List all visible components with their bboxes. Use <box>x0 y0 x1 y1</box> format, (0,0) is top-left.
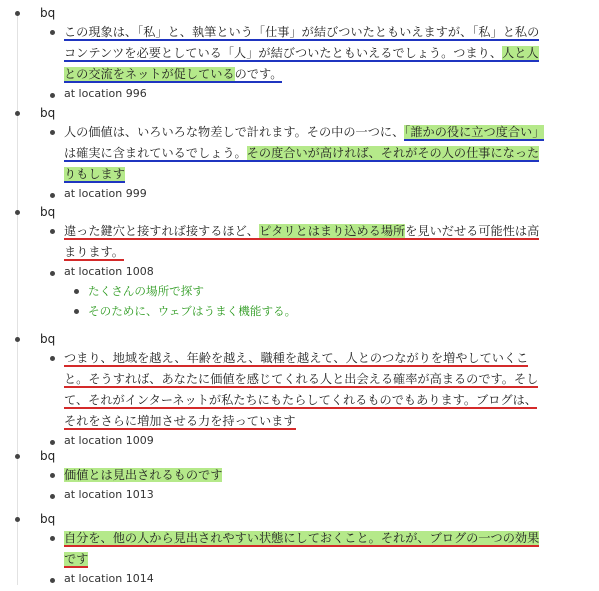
quote-text <box>64 348 549 432</box>
bq-header <box>40 203 549 221</box>
quote-segment: 人の価値は、いろいろな物差しで計れます。その中の一つに、 <box>64 125 405 139</box>
bullet-icon <box>15 210 20 215</box>
quote-text <box>64 465 549 486</box>
location-label: at location 999 <box>64 187 147 200</box>
bullet-icon <box>50 93 55 98</box>
bq-entry <box>0 447 549 504</box>
location-item <box>64 486 549 504</box>
bq-entry <box>0 104 549 203</box>
quote-text <box>64 122 549 185</box>
quote-segment: は確実に含まれているでしょう。 <box>64 146 247 160</box>
location-label: at location 1009 <box>64 434 154 447</box>
bullet-icon <box>74 309 79 314</box>
quote-highlight: 「誰かの役に立つ度合い」 <box>404 125 545 139</box>
quote-text <box>64 22 549 85</box>
bullet-icon <box>50 440 55 445</box>
bq-header <box>40 4 549 22</box>
bq-label: bq <box>40 6 56 20</box>
bq-entry <box>0 330 549 450</box>
quote-highlight: 人と人との交流をネットが促している <box>64 46 539 81</box>
note-text: そのために、ウェブはうまく機能する。 <box>88 304 297 318</box>
quote-item <box>64 465 549 486</box>
quote-highlight: ピタリとはまり込める場所 <box>259 224 406 238</box>
location-label: at location 1014 <box>64 572 154 585</box>
bullet-icon <box>50 356 55 361</box>
bq-entry <box>0 203 549 321</box>
bq-label: bq <box>40 205 56 219</box>
location-item <box>64 85 549 103</box>
quote-highlight: 価値とは見出されるものです <box>64 468 223 482</box>
quote-text <box>64 221 549 263</box>
quote-segment: この現象は、「私」と、執筆という「仕事」が結びついたともいえますが、「私」と私のコンテンツを必要としている「人」が結びついたともいえるでしょう。つまり、 <box>64 25 540 60</box>
bullet-icon <box>15 111 20 116</box>
bullet-icon <box>50 130 55 135</box>
quote-segment: つまり、地域を越え、年齢を越え、職種を越えて、人とのつながりを増やしていくこと。そうすれば、あなたに価値を感じてくれる人と出会える確率が高まるのです。そして、それがインターネットが私たちにもたらしてくれるものでもあります。ブログは、それをさらに増加させる力を持っています <box>64 351 539 428</box>
notes-list <box>64 281 549 321</box>
bullet-icon <box>15 517 20 522</box>
bullet-icon <box>15 337 20 342</box>
quote-item <box>64 122 549 185</box>
bq-label: bq <box>40 449 56 463</box>
bullet-icon <box>15 454 20 459</box>
quote-item <box>64 221 549 263</box>
quote-item <box>64 348 549 432</box>
quote-highlight: その度合いが高ければ、それがその人の仕事になったりもします <box>64 146 540 181</box>
bq-header <box>40 510 549 528</box>
note-item <box>88 301 549 321</box>
location-item <box>64 570 549 588</box>
quote-highlight: 自分を、他の人から見出されやすい状態にしておくこと。それが、ブログの一つの効果です <box>64 531 540 566</box>
quote-item <box>64 22 549 85</box>
bq-label: bq <box>40 512 56 526</box>
bullet-icon <box>15 11 20 16</box>
bullet-icon <box>50 494 55 499</box>
bullet-icon <box>50 473 55 478</box>
bullet-icon <box>50 271 55 276</box>
quote-segment: のです。 <box>234 67 283 81</box>
quote-segment: を見いだせる可能性は高まります。 <box>64 224 540 259</box>
location-item <box>64 263 549 321</box>
bq-label: bq <box>40 332 56 346</box>
bullet-icon <box>50 229 55 234</box>
bq-entry <box>0 510 549 588</box>
location-label: at location 1008 <box>64 265 154 278</box>
bullet-icon <box>50 578 55 583</box>
bullet-icon <box>74 289 79 294</box>
bq-header <box>40 447 549 465</box>
bullet-icon <box>50 193 55 198</box>
bq-entry <box>0 4 549 103</box>
quote-text <box>64 528 549 570</box>
bq-header <box>40 330 549 348</box>
location-item <box>64 185 549 203</box>
quote-segment: 違った鍵穴と接すれば接するほど、 <box>64 224 259 238</box>
location-label: at location 996 <box>64 87 147 100</box>
location-label: at location 1013 <box>64 488 154 501</box>
note-item <box>88 281 549 301</box>
bq-label: bq <box>40 106 56 120</box>
quote-item <box>64 528 549 570</box>
bullet-icon <box>50 536 55 541</box>
bullet-icon <box>50 30 55 35</box>
bq-header <box>40 104 549 122</box>
note-text: たくさんの場所で探す <box>88 284 204 298</box>
